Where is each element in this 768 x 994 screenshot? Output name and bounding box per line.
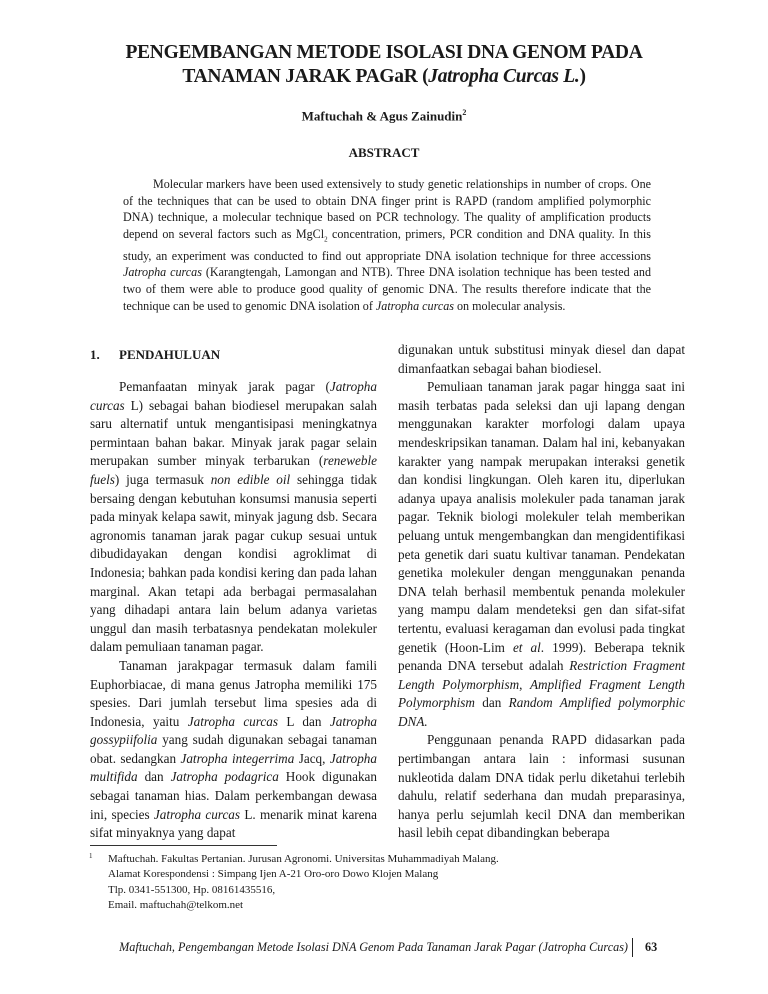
- italic-text: Jatropha curcas: [375, 298, 454, 313]
- text-run: dan: [474, 695, 509, 711]
- footnote: [90, 852, 499, 913]
- text-run: concentration, primers, PCR condition and DNA quality. In this study, an experiment was conducted to find out appropriate DNA isolation technique for three accessions: [123, 226, 651, 263]
- paper-title: [0, 41, 768, 89]
- abstract-body: [123, 176, 651, 314]
- title-line-1: PENGEMBANGAN METODE ISOLASI DNA GENOM PADA: [125, 42, 643, 63]
- section-heading-pendahuluan: [90, 347, 220, 363]
- text-run: on molecular analysis.: [453, 298, 566, 313]
- footnote-address: Alamat Korespondensi : Simpang Ijen A-21 Oro-oro Dowo Klojen Malang: [108, 868, 439, 881]
- italic-text: non edible oil: [210, 471, 291, 487]
- text-run: sehingga tidak bersaing dengan kebutuhan konsumsi manusia seperti pada minyak kelapa sawit, minyak jagung dsb. Secara agronomis tanaman jarak pagar cukup sesuai untuk dibudidayakan dengan kondisi agroklimat di Indonesia; bahkan pada kondisi kering dan pada lahan marginal. Akan tetapi ada berbagai permasalahan yang dihadapi antara lain belum adanya varietas unggul dan masih terbatasnya pendekatan molekuler dalam pemuliaan tanaman pagar.: [90, 471, 377, 655]
- footnote-affiliation: Maftuchah. Fakultas Pertanian. Jurusan Agronomi. Universitas Muhammadiyah Malang.: [108, 853, 499, 865]
- author-footnote-mark: 2: [462, 108, 467, 117]
- text-run: yang sudah digunakan sebagai tanaman obat. sedangkan: [90, 732, 377, 766]
- running-title: Maftuchah, Pengembangan Metode Isolasi DNA Genom Pada Tanaman Jarak Pagar (Jatropha Curcas): [119, 940, 628, 954]
- italic-text: reneweble fuels: [90, 453, 377, 487]
- text-run: Tanaman jarakpagar termasuk dalam famili Euphorbiacae, di mana genus Jatropha memiliki 175 spesies. Dari jumlah tersebut lima spesies ada di Indonesia, yaitu: [90, 657, 377, 729]
- text-run: 2: [324, 235, 328, 244]
- footnote-divider: [90, 845, 277, 846]
- paragraph: [90, 378, 377, 657]
- footnote-phone: Tlp. 0341-551300, Hp. 08161435516,: [108, 883, 276, 896]
- text-run: Molecular markers have been used extensively to study genetic relationships in number of crops. One of the techniques that can be used to obtain DNA finger print is RAPD (random amplified polymorphic DNA) technique, a molecular technique based on PCR technology. The quality of amplification products depend on several factors such as MgCl: [123, 177, 651, 241]
- title-line-2: TANAMAN JARAK PAGaR (Jatropha Curcas L.): [182, 66, 586, 87]
- italic-text: Restriction Fragment Length Polymorphism: [398, 658, 685, 692]
- italic-text: Jatropha integerrima: [180, 750, 295, 766]
- text-run: (Karangtengah, Lamongan and NTB). Three DNA isolation technique has been tested and two of them were able to produce good quality of genomic DNA. The results therefore indicate that the technique can be used to genomic DNA isolation of: [123, 265, 651, 313]
- footnote-email: Email. maftuchah@telkom.net: [108, 898, 244, 911]
- italic-text: Amplified Fragment Length Polymorphism: [398, 676, 686, 711]
- text-run: L. menarik minat karena sifat minyaknya yang dapat: [90, 806, 377, 841]
- text-run: . 1999). Beberapa teknik penanda DNA tersebut adalah: [398, 639, 685, 674]
- italic-text: et al: [512, 639, 541, 655]
- footnote-mark: 1: [89, 852, 93, 860]
- text-run: Hook digunakan sebagai tanaman hias. Dalam perkembangan dewasa ini, species: [90, 769, 377, 822]
- italic-text: Jatropha podagrica: [170, 769, 279, 785]
- italic-text: Jatropha curcas: [153, 806, 241, 822]
- italic-text: Jatropha curcas: [123, 265, 202, 280]
- italic-text: Jatropha multifida: [90, 750, 377, 785]
- paragraph: Penggunaan penanda RAPD didasarkan pada pertimbangan antara lain : informasi susunan nukleotida dalam DNA tidak perlu diketahui terlebih dahulu, relatif sederhana dan mudah preparasinya, hanya perlu sejumlah kecil DNA dan memberikan hasil lebih cepat dibandingkan beberapa: [398, 732, 685, 841]
- species-name: Jatropha Curcas L.: [428, 66, 580, 87]
- paragraph: [398, 378, 685, 731]
- text-run: L) sebagai bahan biodiesel merupakan salah saru alternatif untuk mengantisipasi meningkatnya permintaan bahan bakar. Minyak jarak pagar selain merupakan sumber minyak terbarukan (: [90, 397, 377, 469]
- authors: Maftuchah & Agus Zainudin$^2$: [301, 108, 467, 124]
- right-column: [398, 341, 685, 843]
- paragraph: digunakan untuk substitusi minyak diesel dan dapat dimanfaatkan sebagai bahan biodiesel.: [398, 342, 685, 376]
- italic-text: Jatropha curcas: [90, 379, 377, 413]
- text-run: dan: [137, 769, 171, 785]
- italic-text: Jatropha gossypiifolia: [90, 713, 378, 748]
- page-number: 63: [645, 940, 658, 954]
- italic-text: Random Amplified polymorphic DNA.: [398, 695, 686, 729]
- text-run: Pemanfaatan minyak jarak pagar (: [119, 379, 330, 394]
- text-run: ) juga termasuk: [114, 471, 211, 487]
- italic-text: Jatropha curcas: [187, 713, 278, 729]
- text-run: ,: [519, 676, 530, 692]
- text-run: Jacq,: [294, 750, 330, 766]
- paragraph: [90, 657, 377, 843]
- text-run: L dan: [278, 713, 330, 729]
- text-run: Pemuliaan tanaman jarak pagar hingga saat ini masih terbatas pada seleksi dan uji lapang dengan menggunakan karakter morfologi dalam upaya mendeskripsikan tanaman. Dalam hal ini, kebanyakan karakter yang nampak merupakan interaksi genetik dan kondisi lingkungan. Oleh karen itu, diperlukan adanya upaya analisis molekuler pada tanaman jarak pagar. Teknik biologi molekuler telah memberikan peluang untuk mengembangkan dan mengidentifikasi peta genetik dari suatu kultivar tanaman. Pendekatan genetika molekuler dengan menggunakan penanda DNA telah berhasil membentuk penanda molekuler yang mampu dalam mendeteksi gen dan sifat-sifat tertentu, evaluasi keragaman dan evolusi pada tingkat genetik (Hoon-Lim: [398, 379, 685, 655]
- left-column: [90, 378, 377, 843]
- footer-divider: [632, 938, 633, 957]
- abstract-heading: ABSTRACT: [348, 145, 420, 160]
- section-title: PENDAHULUAN: [119, 347, 221, 362]
- section-number: 1.: [90, 347, 100, 362]
